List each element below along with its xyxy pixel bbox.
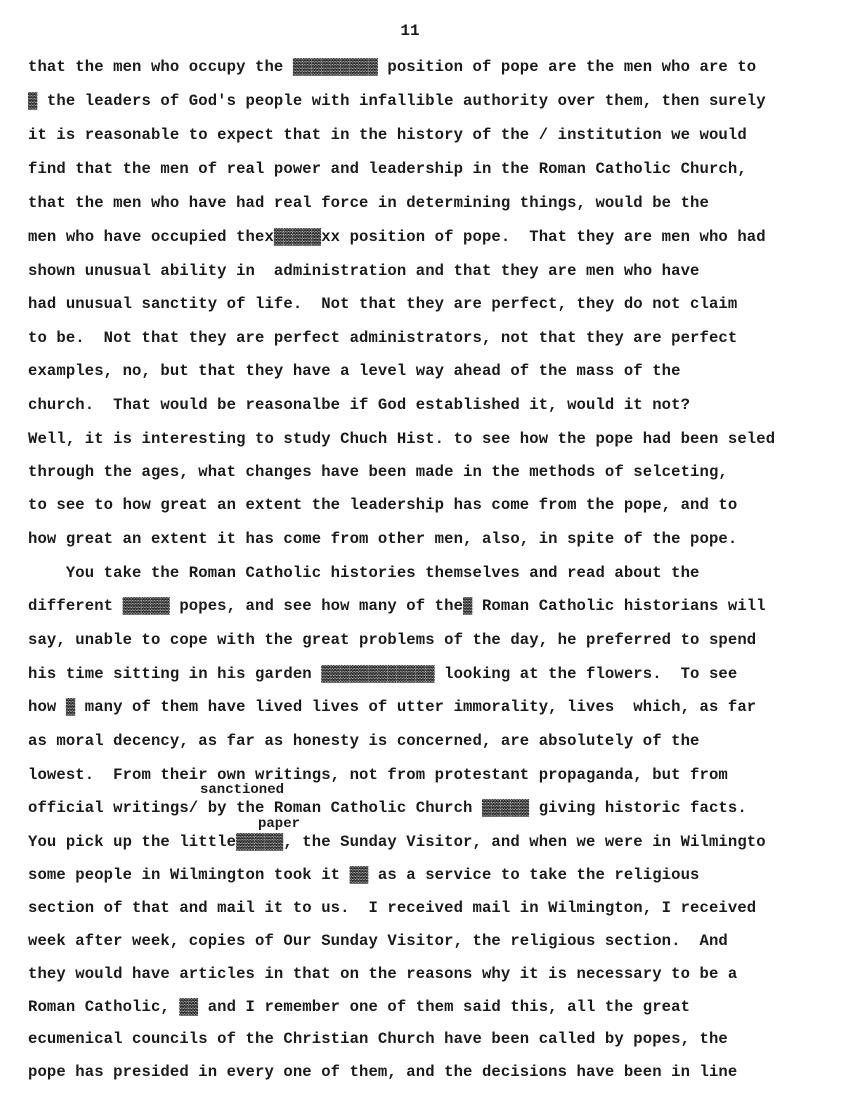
text-line: how great an extent it has come from other men, also, in spite of the pope. <box>28 530 738 548</box>
text-line: to see to how great an extent the leadership has come from the pope, and to <box>28 496 738 514</box>
text-line: You take the Roman Catholic histories themselves and read about the <box>28 564 700 582</box>
text-line: to be. Not that they are perfect administrators, not that they are perfect <box>28 329 738 347</box>
text-line: pope has presided in every one of them, and the decisions have been in line <box>28 1063 738 1081</box>
text-line: different ▓▓▓▓▓ popes, and see how many of the▓ Roman Catholic historians will <box>28 597 766 615</box>
text-line: You pick up the little▓▓▓▓▓, the Sunday Visitor, and when we were in Wilmingto <box>28 833 766 851</box>
text-line: they would have articles in that on the reasons why it is necessary to be a <box>28 965 738 983</box>
text-line: ecumenical councils of the Christian Church have been called by popes, the <box>28 1030 728 1048</box>
handwritten-insertion-paper: paper <box>258 816 301 832</box>
text-line: Roman Catholic, ▓▓ and I remember one of them said this, all the great <box>28 998 691 1016</box>
text-line: that the men who occupy the ▓▓▓▓▓▓▓▓▓ position of pope are the men who are to <box>28 58 757 76</box>
text-line: how ▓ many of them have lived lives of utter immorality, lives which, as far <box>28 698 757 716</box>
text-line: church. That would be reasonalbe if God established it, would it not? <box>28 396 691 414</box>
text-line: section of that and mail it to us. I received mail in Wilmington, I received <box>28 899 757 917</box>
text-line: ▓ the leaders of God's people with infallible authority over them, then surely <box>28 92 766 110</box>
text-line: Well, it is interesting to study Chuch Hist. to see how the pope had been seled <box>28 430 776 448</box>
text-line: lowest. From their own writings, not from protestant propaganda, but from <box>28 766 728 784</box>
text-line: official writings/ by the Roman Catholic Church ▓▓▓▓▓ giving historic facts. <box>28 799 747 817</box>
text-line: through the ages, what changes have been made in the methods of selceting, <box>28 463 728 481</box>
handwritten-insertion-sanctioned: sanctioned <box>200 782 285 798</box>
text-line: men who have occupied thex▓▓▓▓▓xx position of pope. That they are men who had <box>28 228 766 246</box>
text-line: it is reasonable to expect that in the history of the / institution we would <box>28 126 747 144</box>
text-line: some people in Wilmington took it ▓▓ as a service to take the religious <box>28 866 700 884</box>
text-line: had unusual sanctity of life. Not that they are perfect, they do not claim <box>28 295 738 313</box>
text-line: say, unable to cope with the great problems of the day, he preferred to spend <box>28 631 757 649</box>
text-line: examples, no, but that they have a level way ahead of the mass of the <box>28 362 681 380</box>
text-line: week after week, copies of Our Sunday Visitor, the religious section. And <box>28 932 728 950</box>
text-line: that the men who have had real force in determining things, would be the <box>28 194 709 212</box>
text-line: as moral decency, as far as honesty is concerned, are absolutely of the <box>28 732 700 750</box>
text-line: find that the men of real power and leadership in the Roman Catholic Church, <box>28 160 747 178</box>
text-line: his time sitting in his garden ▓▓▓▓▓▓▓▓▓▓▓▓ looking at the flowers. To see <box>28 665 738 683</box>
text-line: shown unusual ability in administration and that they are men who have <box>28 262 700 280</box>
page-number: 11 <box>400 22 420 40</box>
